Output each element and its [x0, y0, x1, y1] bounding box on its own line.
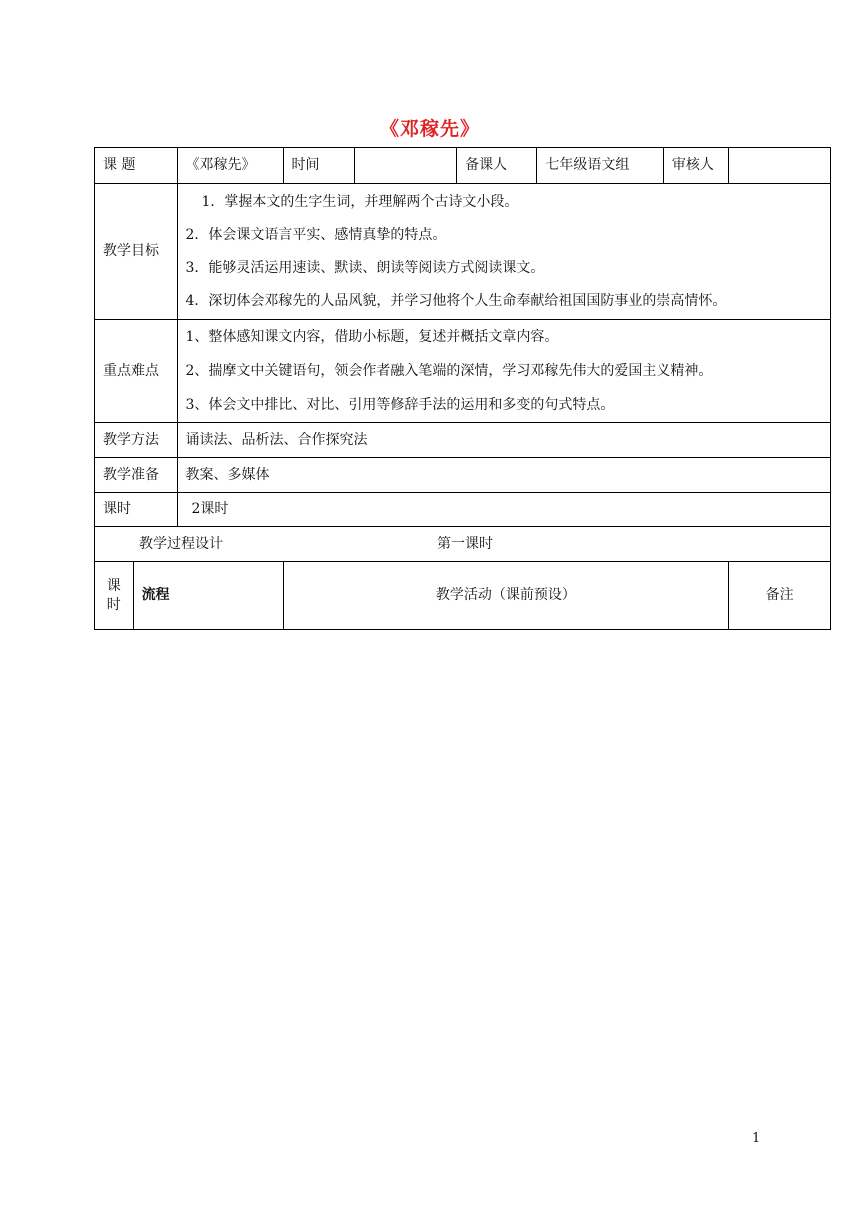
- objective-item: 2．体会课文语言平实、感情真挚的特点。: [185, 226, 447, 243]
- process-cell: [95, 527, 831, 562]
- methods-row: [95, 423, 831, 458]
- key-point-item: 3、体会文中排比、对比、引用等修辞手法的运用和多变的句式特点。: [185, 397, 615, 413]
- preparation-row: [95, 458, 831, 493]
- key-points-list: [177, 320, 831, 423]
- period-header-shi: 时: [106, 596, 121, 613]
- process-period: 第一课时: [437, 535, 493, 552]
- objective-item: 1．掌握本文的生字生词，并理解两个古诗文小段。: [201, 193, 519, 210]
- key-point-item: 1、整体感知课文内容，借助小标题，复述并概括文章内容。: [185, 329, 559, 345]
- objectives-label: 教学目标: [95, 184, 178, 320]
- methods-value: 诵读法、品析法、合作探究法: [177, 423, 831, 458]
- topic-label: 课 题: [95, 148, 178, 184]
- preparation-label: 教学准备: [95, 458, 178, 493]
- periods-value: 2课时: [177, 493, 831, 527]
- objective-item: 4．深切体会邓稼先的人品风貌，并学习他将个人生命奉献给祖国国防事业的崇高情怀。: [185, 292, 727, 309]
- document-title: 《邓稼先》: [379, 118, 480, 140]
- periods-label: 课时: [95, 493, 178, 527]
- notes-header: 备注: [729, 562, 831, 630]
- objective-item: 3．能够灵活运用速读、默读、朗读等阅读方式阅读课文。: [185, 259, 545, 276]
- period-header-ke: 课: [106, 578, 121, 595]
- time-value: [355, 148, 457, 184]
- preparer-value: 七年级语文组: [537, 148, 663, 184]
- topic-value: 《邓稼先》: [177, 148, 283, 184]
- process-header-row: [95, 562, 831, 630]
- lesson-plan-table: [94, 147, 831, 630]
- period-column-header: [95, 562, 134, 630]
- periods-row: [95, 493, 831, 527]
- objectives-row: [95, 184, 831, 320]
- flow-header: 流程: [133, 562, 283, 630]
- preparer-label: 备课人: [457, 148, 537, 184]
- process-row: [95, 527, 831, 562]
- time-label: 时间: [283, 148, 355, 184]
- reviewer-value: [729, 148, 831, 184]
- preparation-value: 教案、多媒体: [177, 458, 831, 493]
- process-label: 教学过程设计: [139, 535, 223, 552]
- page-number: 1: [752, 1131, 761, 1146]
- key-points-label: 重点难点: [95, 320, 178, 423]
- methods-label: 教学方法: [95, 423, 178, 458]
- reviewer-label: 审核人: [663, 148, 728, 184]
- header-row: [95, 148, 831, 184]
- key-points-row: [95, 320, 831, 423]
- activity-header: 教学活动（课前预设）: [283, 562, 729, 630]
- key-point-item: 2、揣摩文中关键语句，领会作者融入笔端的深情，学习邓稼先伟大的爱国主义精神。: [185, 363, 713, 379]
- objectives-list: [177, 184, 831, 320]
